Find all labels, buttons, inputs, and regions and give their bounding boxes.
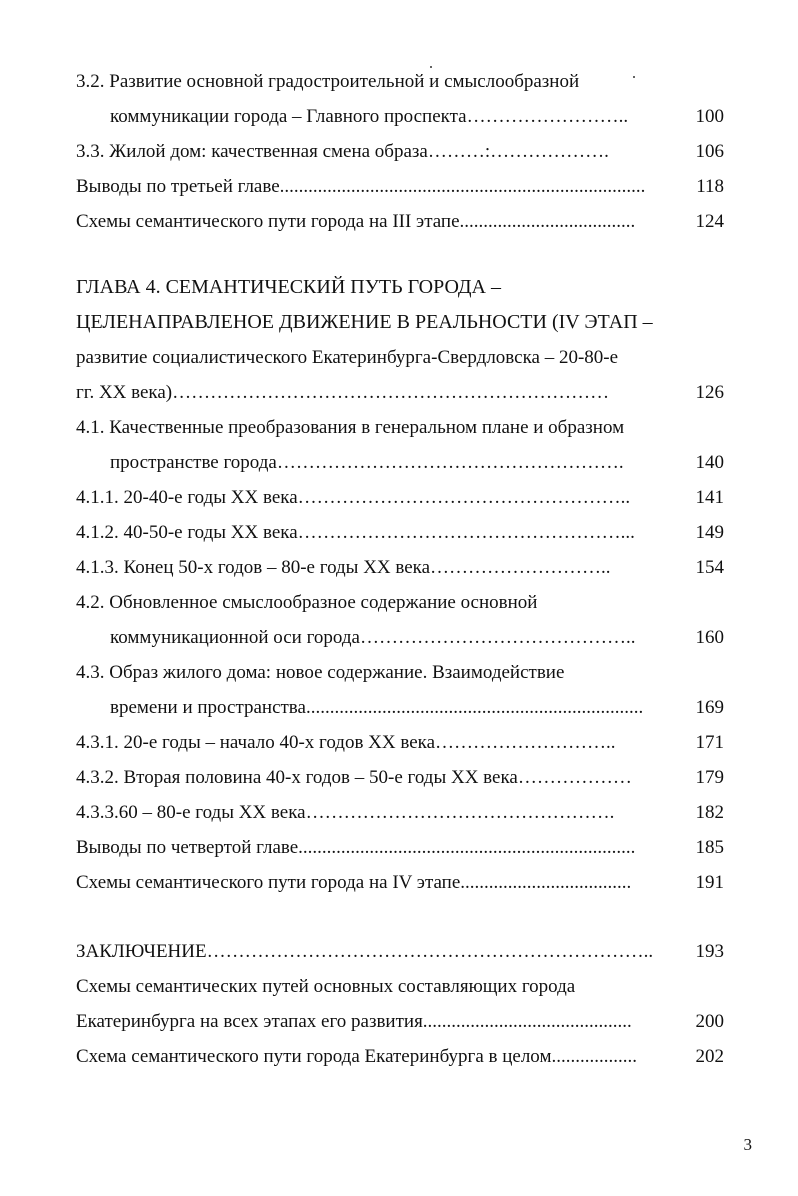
page-number: 3 (743, 1135, 752, 1154)
toc-entry-text: гг. XX века)…………………………………………………………… (76, 382, 610, 403)
toc-entry (110, 445, 724, 480)
toc-page-number: 160 (695, 627, 724, 648)
toc-page-number: 126 (695, 382, 724, 403)
chapter-heading (76, 305, 724, 340)
toc-entry (76, 1004, 724, 1039)
chapter-heading-text: ЦЕЛЕНАПРАВЛЕНОЕ ДВИЖЕНИЕ В РЕАЛЬНОСТИ (IV ЭТАП – (76, 311, 653, 333)
toc-page-number: 154 (695, 557, 724, 578)
toc-entry-text: 4.3. Образ жилого дома: новое содержание. Взаимодействие (76, 662, 565, 683)
toc-entry-text: ЗАКЛЮЧЕНИЕ…………………………………………………………….. (76, 941, 654, 962)
toc-entry (76, 830, 724, 865)
toc-page-number: 191 (695, 872, 724, 893)
toc-page-number: 200 (695, 1011, 724, 1032)
toc-entry-text: Схема семантического пути города Екатеринбурга в целом.................. (76, 1046, 637, 1067)
toc-entry-text: пространстве города………………………………………………. (110, 452, 624, 473)
toc-entry (76, 515, 724, 550)
toc-entry-text: развитие социалистического Екатеринбурга-Свердловска – 20-80-е (76, 347, 619, 368)
toc-entry-text: 4.1. Качественные преобразования в генеральном плане и образном (76, 417, 625, 438)
toc-entry (76, 134, 724, 169)
toc-entry (76, 865, 724, 900)
toc-entry (76, 655, 724, 690)
toc-entry (76, 760, 724, 795)
toc-entry (76, 64, 724, 99)
toc-entry-text: Выводы по четвертой главе....................................................................... (76, 837, 636, 858)
toc-page-number: 202 (695, 1046, 724, 1067)
toc-entry-text: времени и пространства....................................................................... (110, 697, 644, 718)
toc-entry-text: 3.2. Развитие основной градостроительной и смыслообразной (76, 71, 580, 92)
toc-page-number: 171 (695, 732, 724, 753)
toc-page-number: 140 (695, 452, 724, 473)
toc-page-number: 169 (695, 697, 724, 718)
toc-entry (76, 585, 724, 620)
toc-entry-text: Схемы семантических путей основных составляющих города (76, 976, 576, 997)
toc-entry (76, 204, 724, 239)
toc-entry-text: 4.3.3.60 – 80-е годы XX века…………………………………………. (76, 802, 615, 823)
toc-entry (76, 480, 724, 515)
toc-page-number: 182 (695, 802, 724, 823)
toc-page-number: 141 (695, 487, 724, 508)
chapter-heading (76, 270, 724, 305)
toc-entry-text: 4.3.1. 20-е годы – начало 40-х годов XX века……………………….. (76, 732, 616, 753)
toc-page-number: 106 (695, 141, 724, 162)
toc-page-number: 185 (695, 837, 724, 858)
toc-entry (76, 169, 724, 204)
toc-page-number: 193 (695, 941, 724, 962)
toc-entry (76, 969, 724, 1004)
chapter-heading-text: ГЛАВА 4. СЕМАНТИЧЕСКИЙ ПУТЬ ГОРОДА – (76, 276, 501, 298)
toc-entry-text: коммуникации города – Главного проспекта…………………….. (110, 106, 629, 127)
toc-entry-text: Схемы семантического пути города на IV этапе.................................... (76, 872, 632, 893)
toc-entry (110, 690, 724, 725)
toc-entry (76, 1039, 724, 1074)
toc-entry (76, 550, 724, 585)
toc-entry-text: 4.1.3. Конец 50-х годов – 80-е годы XX века……………………….. (76, 557, 611, 578)
toc-page-number: 179 (695, 767, 724, 788)
toc-page-number: 100 (695, 106, 724, 127)
toc-entry (76, 375, 724, 410)
toc-page-number: 118 (696, 176, 724, 197)
toc-entry-text: 4.1.2. 40-50-е годы XX века……………………………………………... (76, 522, 635, 543)
toc-page-number: 149 (695, 522, 724, 543)
toc-entry (76, 795, 724, 830)
toc-entry (76, 410, 724, 445)
toc-entry (76, 725, 724, 760)
toc-entry-text: Екатеринбурга на всех этапах его развития............................................ (76, 1011, 632, 1032)
toc-entry-text: 3.3. Жилой дом: качественная смена образа………:………………. (76, 141, 609, 162)
toc-entry (110, 99, 724, 134)
toc-entry-text: 4.1.1. 20-40-е годы XX века…………………………………………….. (76, 487, 631, 508)
toc-entry-conclusion (76, 934, 724, 969)
toc-entry-text: 4.3.2. Вторая половина 40-х годов – 50-е годы XX века……………… (76, 767, 632, 788)
toc-entry (76, 340, 724, 375)
toc-entry-text: Выводы по третьей главе............................................................................. (76, 176, 646, 197)
toc-entry-text: 4.2. Обновленное смыслообразное содержание основной (76, 592, 538, 613)
toc-entry-text: Схемы семантического пути города на III этапе..................................... (76, 211, 636, 232)
toc-entry-text: коммуникационной оси города…………………………………….. (110, 627, 636, 648)
toc-entry (110, 620, 724, 655)
toc-page-number: 124 (695, 211, 724, 232)
